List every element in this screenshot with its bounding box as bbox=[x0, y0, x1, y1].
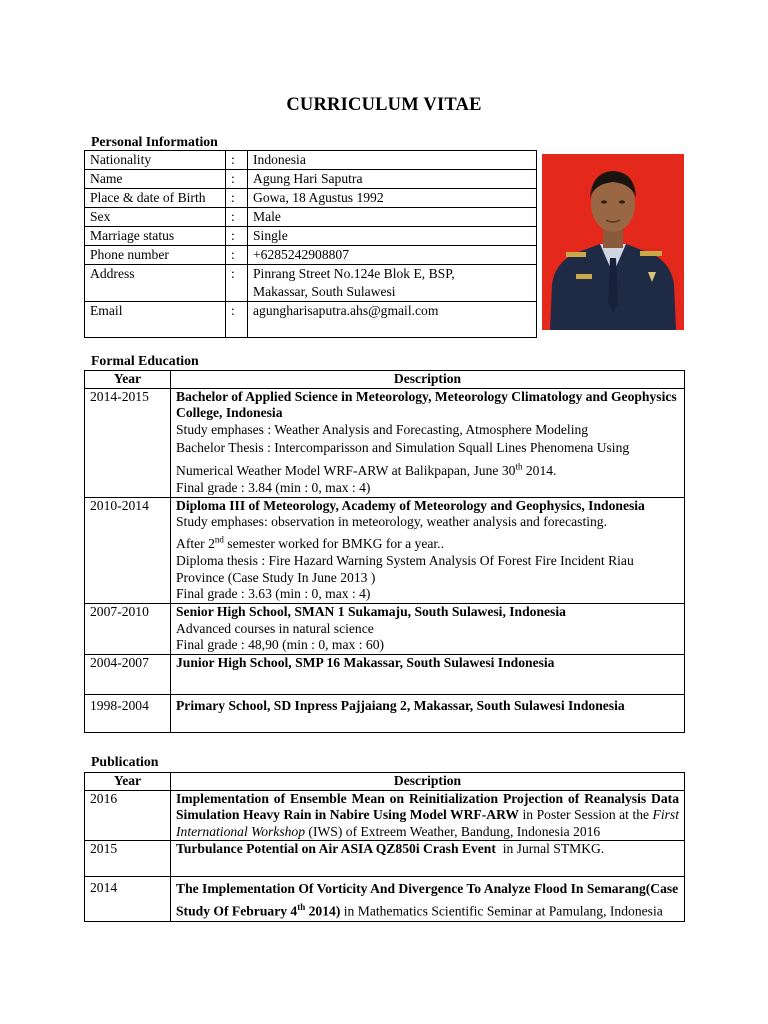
person-icon bbox=[542, 154, 684, 330]
personal-info-heading: Personal Information bbox=[91, 134, 218, 149]
description-line bbox=[176, 440, 629, 478]
thesis-text: Bachelor Thesis : Intercomparisson and Simulation Squall Lines Phenomena Using Numerical Weather Model WRF-ARW at Balikpapan, June 30 bbox=[176, 440, 630, 478]
field-label: Nationality bbox=[85, 151, 226, 170]
colon: : bbox=[226, 189, 248, 208]
description-cell bbox=[171, 694, 685, 732]
table-header-row bbox=[85, 371, 685, 389]
publication-venue: in Poster Session at the bbox=[519, 807, 653, 823]
field-label: Name bbox=[85, 170, 226, 189]
table-row bbox=[85, 604, 685, 655]
column-header-year: Year bbox=[85, 773, 171, 791]
description-line: Diploma thesis : Fire Hazard Warning System Analysis Of Forest Fire Incident Riau Province (Case Study In June 2013 ) bbox=[176, 553, 634, 585]
field-value: Gowa, 18 Agustus 1992 bbox=[248, 189, 537, 208]
year-cell: 2010-2014 bbox=[85, 497, 171, 604]
year-cell: 2014 bbox=[85, 877, 171, 922]
table-row bbox=[85, 877, 685, 922]
table-row bbox=[85, 151, 537, 170]
table-row bbox=[85, 497, 685, 604]
table-row bbox=[85, 302, 537, 338]
year-cell: 2015 bbox=[85, 841, 171, 877]
note-text-end: semester worked for BMKG for a year.. bbox=[223, 536, 444, 552]
colon: : bbox=[226, 302, 248, 338]
field-label: Email bbox=[85, 302, 226, 338]
description-line: Study emphases: observation in meteorology, weather analysis and forecasting. bbox=[176, 514, 607, 530]
description-cell bbox=[171, 654, 685, 694]
degree-title: Senior High School, SMAN 1 Sukamaju, South Sulawesi, Indonesia bbox=[176, 604, 566, 619]
description-cell bbox=[171, 877, 685, 922]
publication-venue: in Jurnal STMKG. bbox=[495, 841, 605, 857]
column-header-description: Description bbox=[171, 371, 685, 389]
field-label: Marriage status bbox=[85, 227, 226, 246]
degree-title: Primary School, SD Inpress Pajjaiang 2, Makassar, South Sulawesi Indonesia bbox=[176, 697, 625, 713]
address-line-1: Pinrang Street No.124e Blok E, BSP, bbox=[253, 266, 455, 281]
description-line: Study emphases : Weather Analysis and Forecasting, Atmosphere Modeling bbox=[176, 421, 589, 437]
colon: : bbox=[226, 170, 248, 189]
table-row bbox=[85, 388, 685, 497]
note-text: After 2 bbox=[176, 536, 215, 552]
publication-title: Implementation of Ensemble Mean on Reinitialization Projection of Reanalysis Data Simulation Heavy Rain in Nabire Using Model WRF-ARW bbox=[176, 790, 679, 823]
colon: : bbox=[226, 151, 248, 170]
colon: : bbox=[226, 227, 248, 246]
degree-title: Junior High School, SMP 16 Makassar, South Sulawesi Indonesia bbox=[176, 654, 555, 670]
personal-info-table bbox=[84, 150, 537, 338]
publication-table bbox=[84, 772, 685, 922]
table-row bbox=[85, 265, 537, 302]
field-label: Address bbox=[85, 265, 226, 302]
field-label: Sex bbox=[85, 208, 226, 227]
table-row bbox=[85, 189, 537, 208]
field-value: Male bbox=[248, 208, 537, 227]
field-value: Indonesia bbox=[248, 151, 537, 170]
field-value: Single bbox=[248, 227, 537, 246]
table-row bbox=[85, 208, 537, 227]
year-cell: 2016 bbox=[85, 790, 171, 841]
column-header-description: Description bbox=[171, 773, 685, 791]
field-value: Agung Hari Saputra bbox=[248, 170, 537, 189]
publication-heading: Publication bbox=[91, 754, 159, 769]
degree-title: Diploma III of Meteorology, Academy of Meteorology and Geophysics, Indonesia bbox=[176, 497, 645, 513]
column-header-year: Year bbox=[85, 371, 171, 389]
publication-venue-italic: First International Workshop bbox=[176, 807, 679, 839]
colon: : bbox=[226, 246, 248, 265]
table-row bbox=[85, 790, 685, 841]
table-row bbox=[85, 654, 685, 694]
description-line: Advanced courses in natural science bbox=[176, 620, 374, 636]
description-line: Final grade : 3.63 (min : 0, max : 4) bbox=[176, 586, 371, 602]
year-cell: 1998-2004 bbox=[85, 694, 171, 732]
profile-photo bbox=[542, 154, 684, 330]
table-row bbox=[85, 694, 685, 732]
document-title: CURRICULUM VITAE bbox=[286, 95, 482, 115]
colon: : bbox=[226, 208, 248, 227]
colon: : bbox=[226, 265, 248, 302]
address-line-2: Makassar, South Sulawesi bbox=[253, 284, 396, 299]
field-value: agungharisaputra.ahs@gmail.com bbox=[248, 302, 537, 338]
table-header-row bbox=[85, 773, 685, 791]
field-label: Place & date of Birth bbox=[85, 189, 226, 208]
table-row bbox=[85, 841, 685, 877]
year-cell: 2007-2010 bbox=[85, 604, 171, 655]
year-cell: 2004-2007 bbox=[85, 654, 171, 694]
publication-title: Turbulance Potential on Air ASIA QZ850i Crash Event bbox=[176, 841, 496, 857]
publication-title-end: 2014) bbox=[305, 903, 341, 919]
description-cell bbox=[171, 604, 685, 655]
field-value: +6285242908807 bbox=[248, 246, 537, 265]
description-cell bbox=[171, 497, 685, 604]
education-heading: Formal Education bbox=[91, 353, 199, 368]
degree-title: Bachelor of Applied Science in Meteorology, Meteorology Climatology and Geophysics College, Indonesia bbox=[176, 388, 677, 421]
publication-title: The Implementation Of Vorticity And Divergence To Analyze Flood In Semarang(Case Study Of February 4 bbox=[176, 881, 679, 919]
field-value bbox=[248, 265, 537, 302]
description-line: Final grade : 48,90 (min : 0, max : 60) bbox=[176, 637, 385, 653]
superscript: th bbox=[297, 902, 306, 913]
description-cell bbox=[171, 841, 685, 877]
year-cell: 2014-2015 bbox=[85, 388, 171, 497]
thesis-text-end: 2014. bbox=[522, 462, 557, 478]
education-table bbox=[84, 370, 685, 733]
description-line bbox=[176, 536, 444, 551]
table-row bbox=[85, 227, 537, 246]
description-line: Final grade : 3.84 (min : 0, max : 4) bbox=[176, 479, 371, 495]
publication-venue-end: (IWS) of Extreem Weather, Bandung, Indonesia 2016 bbox=[305, 823, 601, 839]
superscript: th bbox=[515, 461, 523, 472]
table-row bbox=[85, 170, 537, 189]
description-cell bbox=[171, 790, 685, 841]
table-row bbox=[85, 246, 537, 265]
description-cell bbox=[171, 388, 685, 497]
superscript: nd bbox=[214, 534, 224, 545]
field-label: Phone number bbox=[85, 246, 226, 265]
publication-venue: in Mathematics Scientific Seminar at Pamulang, Indonesia bbox=[340, 903, 663, 919]
